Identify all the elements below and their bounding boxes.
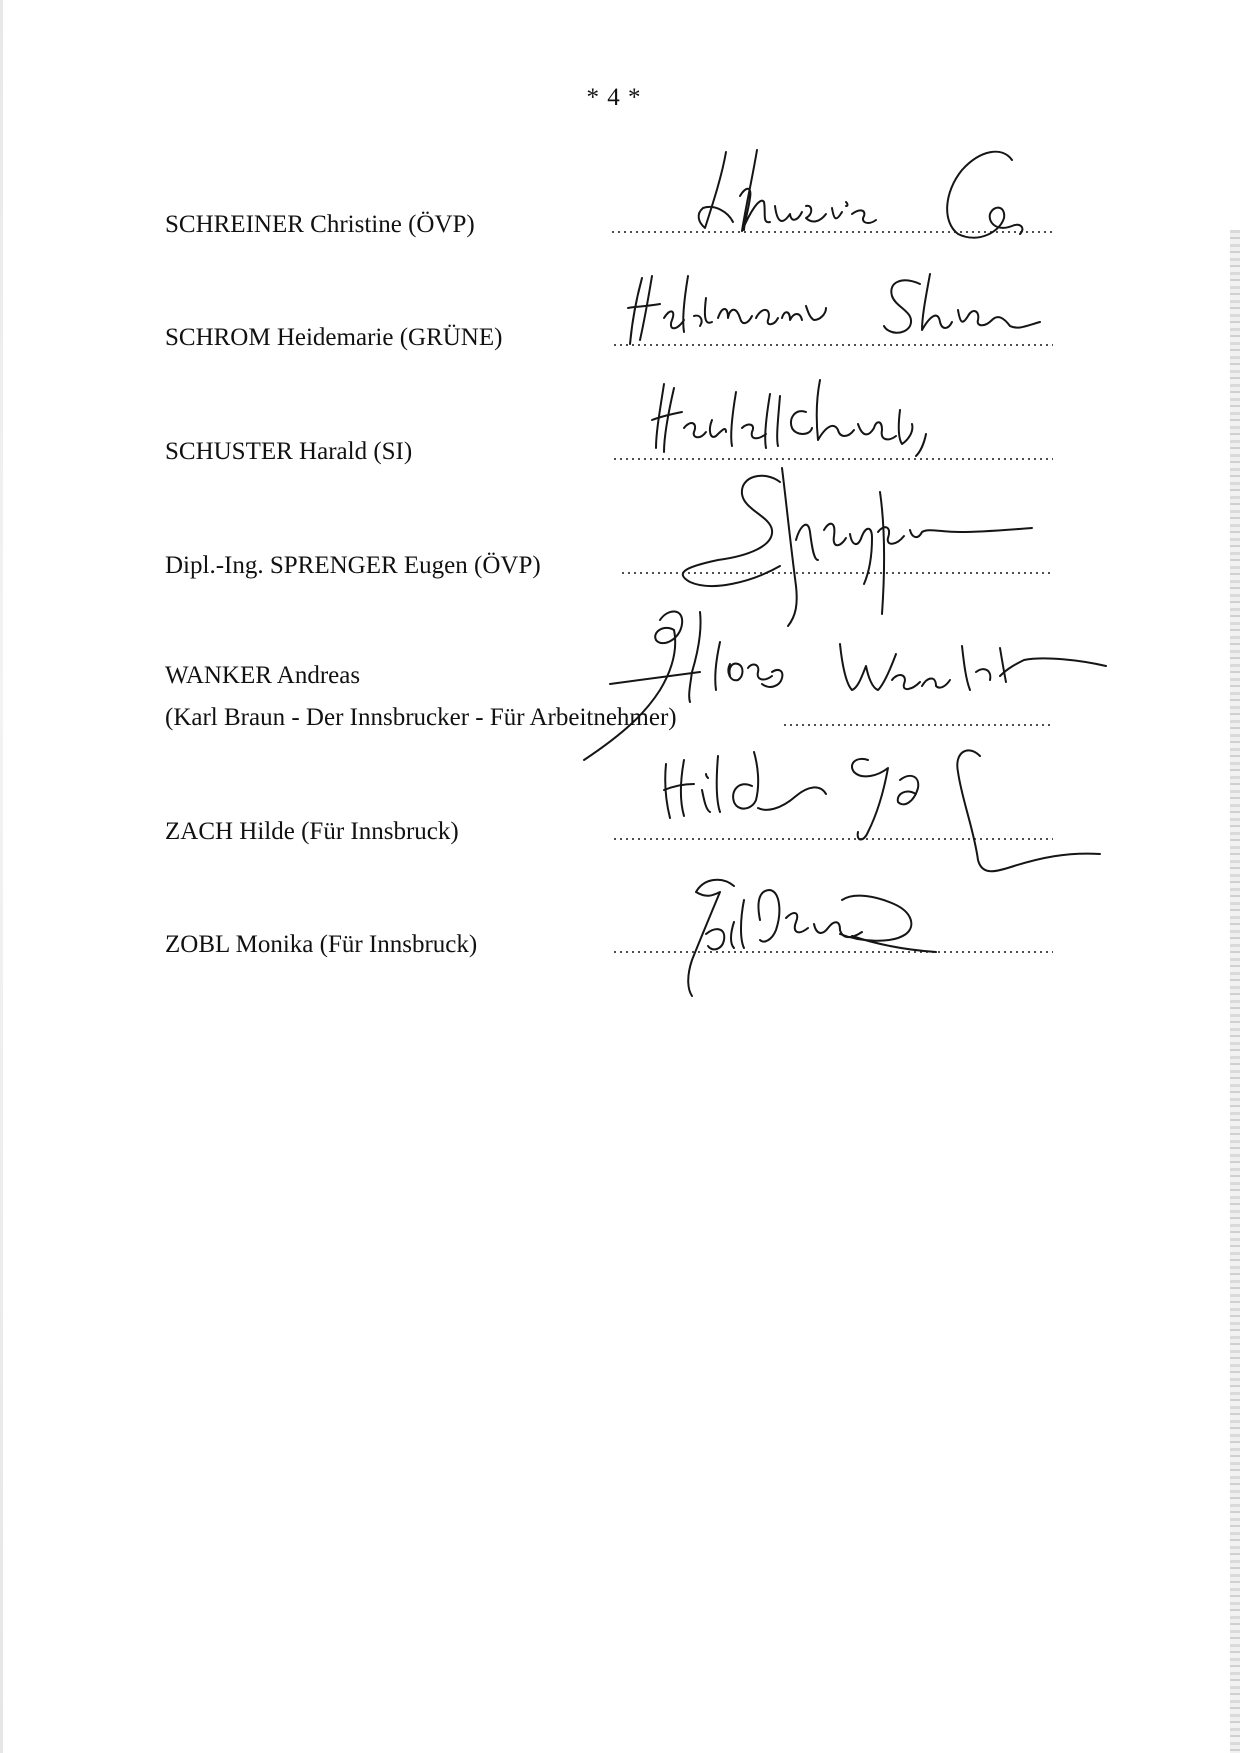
signature-dotted-line xyxy=(620,571,1050,575)
signature-dotted-line xyxy=(612,950,1053,954)
signatory-row xyxy=(0,807,1240,847)
signatory-name: Dipl.-Ing. SPRENGER Eugen (ÖVP) xyxy=(165,552,541,579)
signature-dotted-line xyxy=(782,723,1050,727)
signatory-row xyxy=(0,313,1240,353)
signatory-row xyxy=(0,541,1240,581)
signatory-name: WANKER Andreas xyxy=(165,662,361,689)
signatory-name: SCHUSTER Harald (SI) xyxy=(165,438,413,465)
signatory-row xyxy=(0,920,1240,960)
signature-dotted-line xyxy=(612,457,1053,461)
signatory-row xyxy=(0,200,1240,240)
signatory-name: ZACH Hilde (Für Innsbruck) xyxy=(165,818,459,845)
signature-dotted-line xyxy=(610,230,1053,234)
signatory-affiliation: (Karl Braun - Der Innsbrucker - Für Arbeitnehmer) xyxy=(165,704,677,731)
page-number: * 4 * xyxy=(586,84,642,111)
signature-dotted-line xyxy=(612,837,1053,841)
signatory-row xyxy=(0,655,1240,733)
scan-edge-left xyxy=(0,0,3,1753)
signatory-name: ZOBL Monika (Für Innsbruck) xyxy=(165,931,478,958)
signature-dotted-line xyxy=(612,343,1053,347)
signatory-name: SCHREINER Christine (ÖVP) xyxy=(165,211,475,238)
signatory-name: SCHROM Heidemarie (GRÜNE) xyxy=(165,324,503,351)
signatory-row xyxy=(0,427,1240,467)
